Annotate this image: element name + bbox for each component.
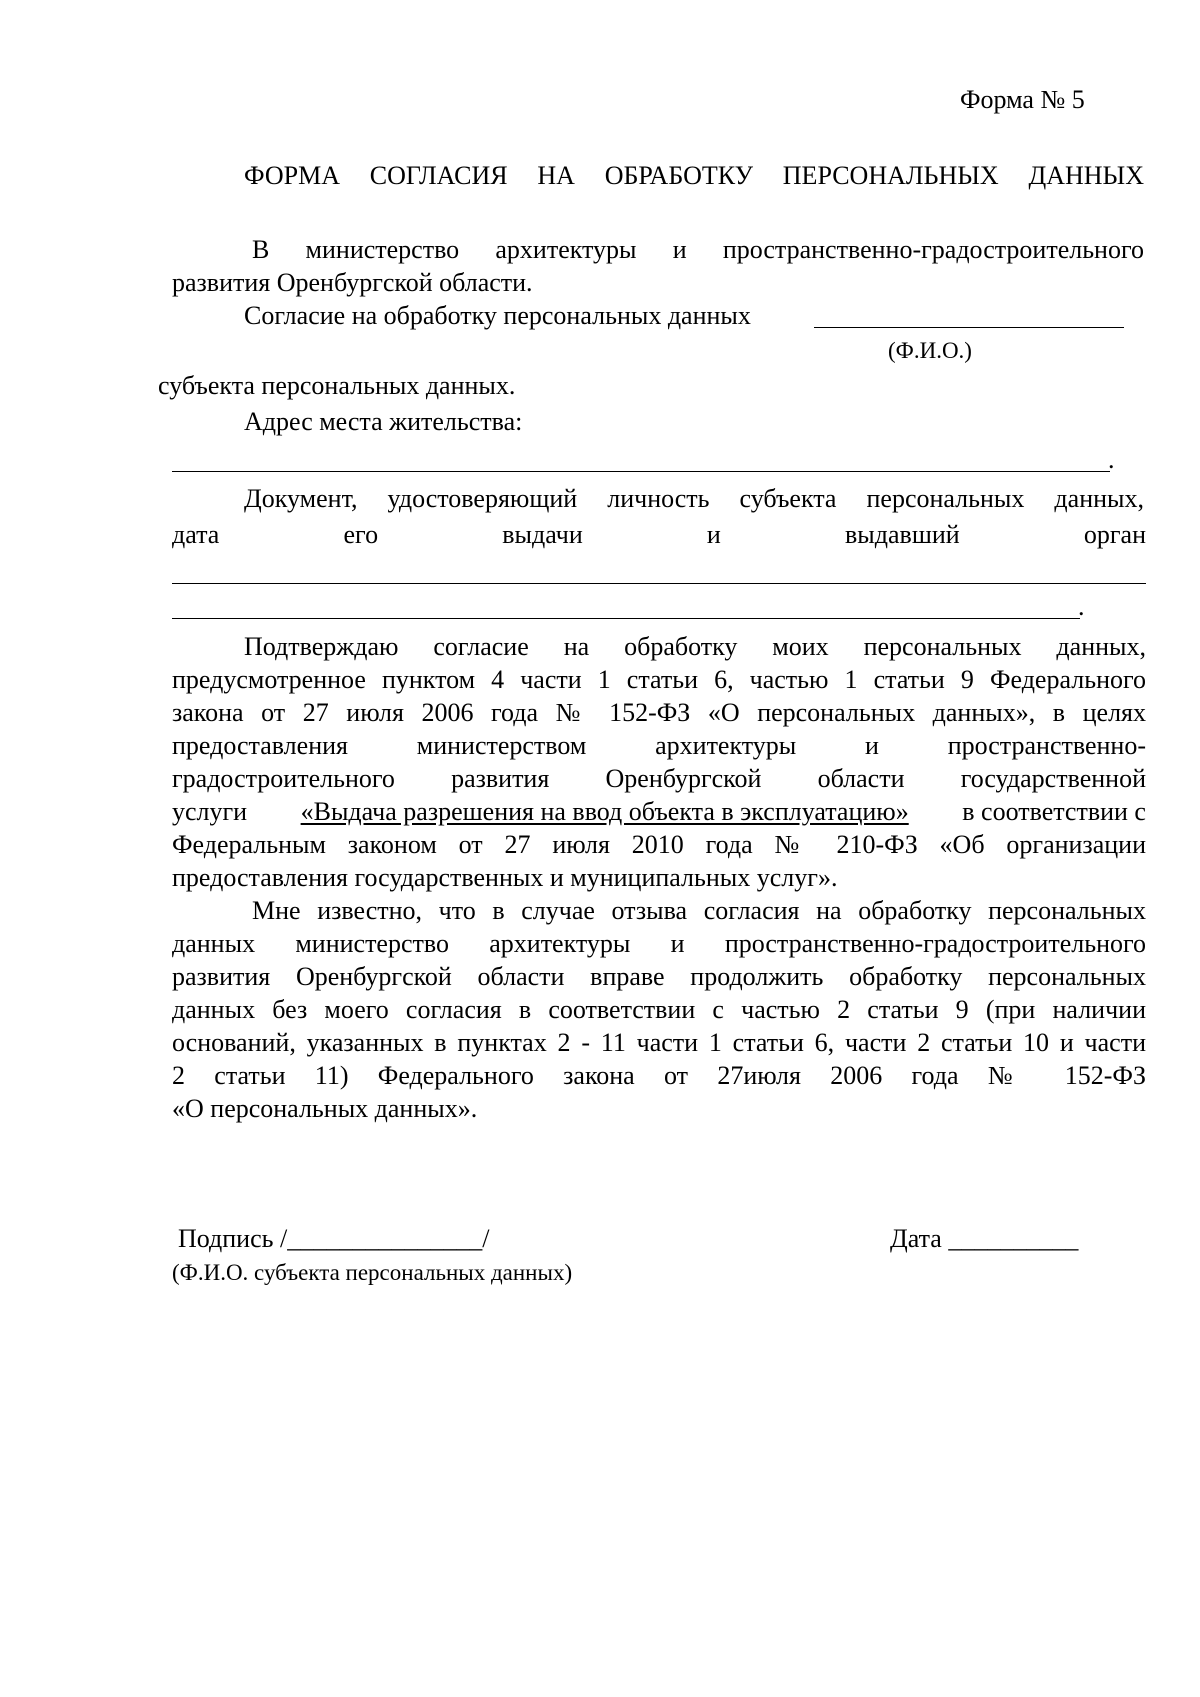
paragraph2-line-2: данных министерство архитектуры и пространственно-градостроительного: [172, 929, 1146, 958]
revocation-paragraph: [172, 895, 1146, 1126]
identity-doc-line-1: Документ, удостоверяющий личность субъекта персональных данных,: [244, 484, 1144, 513]
paragraph2-line-5: оснований, указанных в пунктах 2 - 11 части 1 статьи 6, части 2 статьи 10 и части: [172, 1028, 1146, 1057]
address-input-line[interactable]: [172, 471, 1110, 472]
identity-input-line-1[interactable]: [172, 583, 1146, 584]
signature-field[interactable]: Подпись /_______________/: [178, 1224, 490, 1253]
paragraph1-line-5: градостроительного развития Оренбургской области государственной: [172, 764, 1146, 793]
form-number: Форма № 5: [960, 85, 1085, 114]
addressee-line-2: развития Оренбургской области.: [172, 268, 533, 297]
paragraph1-line-6-post: в соответствии с: [962, 797, 1146, 826]
paragraph2-line-7: «О персональных данных».: [172, 1094, 478, 1123]
fio-input-line[interactable]: [814, 327, 1124, 328]
identity-word-4: и: [706, 520, 721, 549]
consent-paragraph: [172, 631, 1146, 895]
paragraph1-line-4: предоставления министерством архитектуры и пространственно-: [172, 731, 1146, 760]
addressee-line-1: В министерство архитектуры и пространственно-градостроительного: [252, 235, 1144, 264]
identity-word-3: выдачи: [502, 520, 583, 549]
paragraph1-line-6-pre: услуги: [172, 797, 248, 826]
paragraph1-line-2: предусмотренное пунктом 4 части 1 статьи 6, частью 1 статьи 9 Федерального: [172, 665, 1146, 694]
identity-word-2: его: [343, 520, 379, 549]
identity-end-dot: .: [1078, 592, 1085, 621]
paragraph2-line-3: развития Оренбургской области вправе продолжить обработку персональных: [172, 962, 1146, 991]
paragraph1-line-1: Подтверждаю согласие на обработку моих персональных данных,: [244, 632, 1146, 661]
address-label: Адрес места жительства:: [244, 407, 523, 436]
paragraph2-line-1: Мне известно, что в случае отзыва согласия на обработку персональных: [252, 896, 1146, 925]
paragraph1-line-8: предоставления государственных и муниципальных услуг».: [172, 863, 838, 892]
identity-word-5: выдавший: [845, 520, 960, 549]
identity-input-line-2[interactable]: [172, 618, 1080, 619]
identity-doc-line-2: [172, 519, 1146, 551]
paragraph2-line-6: 2 статьи 11) Федерального закона от 27июля 2006 года № 152-ФЗ: [172, 1061, 1146, 1090]
paragraph1-line-7: Федеральным законом от 27 июля 2010 года № 210-ФЗ «Об организации: [172, 830, 1146, 859]
consent-continuation: субъекта персональных данных.: [158, 371, 516, 400]
date-field[interactable]: Дата __________: [890, 1224, 1079, 1253]
page-title: ФОРМА СОГЛАСИЯ НА ОБРАБОТКУ ПЕРСОНАЛЬНЫХ ДАННЫХ: [244, 161, 1144, 190]
paragraph1-line-3: закона от 27 июля 2006 года № 152-ФЗ «О персональных данных», в целях: [172, 698, 1146, 727]
address-end-dot: .: [1108, 445, 1115, 474]
fio-caption: (Ф.И.О.): [888, 338, 972, 363]
paragraph1-line-6: [172, 796, 1146, 829]
signature-caption: (Ф.И.О. субъекта персональных данных): [172, 1260, 573, 1285]
paragraph2-line-4: данных без моего согласия в соответствии с частью 2 статьи 9 (при наличии: [172, 995, 1146, 1024]
consent-label: Согласие на обработку персональных данных: [244, 301, 751, 330]
identity-word-1: дата: [172, 520, 220, 549]
identity-word-6: орган: [1083, 520, 1146, 549]
service-name-link: «Выдача разрешения на ввод объекта в эксплуатацию»: [300, 797, 909, 826]
